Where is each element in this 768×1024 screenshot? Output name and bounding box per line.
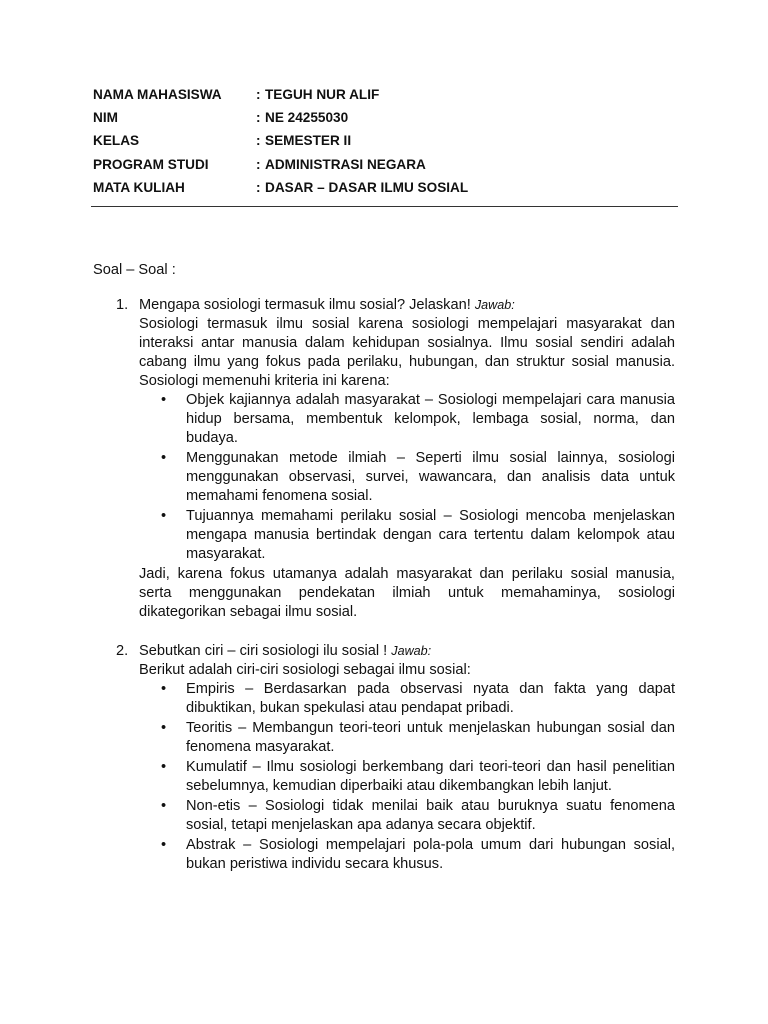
bullet-icon: •: [161, 450, 167, 466]
question-line: [0, 642, 768, 661]
list-item: [161, 758, 675, 796]
header-row-program-studi: [93, 156, 693, 179]
list-item-text: Empiris – Berdasarkan pada observasi nyata dan fakta yang dapat dibuktikan, bukan spekulasi atau pendapat pribadi.: [186, 681, 675, 716]
answer-intro: Berikut adalah ciri-ciri sosiologi sebagai ilmu sosial:: [139, 662, 471, 678]
header-colon: :: [256, 110, 261, 126]
list-item: [161, 836, 675, 874]
jawab-label: Jawab:: [391, 644, 432, 658]
list-item: [161, 719, 675, 757]
header-label: NIM: [93, 110, 118, 126]
list-item-text: Abstrak – Sosiologi mempelajari pola-pola umum dari hubungan sosial, bukan peristiwa individu secara khusus.: [186, 837, 675, 872]
header-label: PROGRAM STUDI: [93, 156, 209, 172]
bullet-icon: •: [161, 798, 167, 814]
question-text: Mengapa sosiologi termasuk ilmu sosial? Jelaskan!: [139, 297, 471, 313]
bullet-icon: •: [161, 681, 167, 697]
list-item: [161, 391, 675, 448]
bullet-icon: •: [161, 759, 167, 775]
question-line: [0, 296, 768, 315]
answer-conclusion: Jadi, karena fokus utamanya adalah masyarakat dan perilaku sosial manusia, serta menggunakan pendekatan ilmiah untuk memahaminya, sosiologi dikategorikan sebagai ilmu sosial.: [139, 566, 675, 620]
header-divider: [91, 206, 678, 207]
header-label: NAMA MAHASISWA: [93, 87, 222, 102]
answer-intro: Sosiologi termasuk ilmu sosial karena sosiologi mempelajari masyarakat dan interaksi antar manusia dalam kehidupan sosialnya. Ilmu sosial sendiri adalah cabang ilmu yang fokus pada perilaku, hubungan, dan struktur sosial manusia. Sosiologi memenuhi kriteria ini karena:: [139, 316, 675, 389]
header-colon: :: [256, 179, 261, 195]
question-text: Sebutkan ciri – ciri sosiologi ilu sosial !: [139, 643, 388, 659]
bullet-icon: •: [161, 392, 167, 408]
answer-bullet-list: [0, 680, 768, 874]
header-value: ADMINISTRASI NEGARA: [265, 156, 426, 172]
question-2: [0, 642, 768, 875]
list-item-text: Tujuannya memahami perilaku sosial – Sosiologi mencoba menjelaskan mengapa manusia bertindak dengan cara tertentu dalam kelompok atau masyarakat.: [186, 508, 675, 562]
question-1: [0, 296, 768, 622]
bullet-icon: •: [161, 508, 167, 524]
header-value: SEMESTER II: [265, 133, 352, 149]
question-number: 2.: [116, 643, 129, 659]
answer-bullet-list: [0, 391, 768, 564]
header-label: MATA KULIAH: [93, 179, 185, 195]
header-colon: :: [256, 133, 261, 149]
header-row-mata-kuliah: [93, 179, 693, 202]
section-title: Soal – Soal :: [93, 262, 176, 278]
header-value: NE 24255030: [265, 110, 349, 126]
list-item-text: Kumulatif – Ilmu sosiologi berkembang dari teori-teori dan hasil penelitian sebelumnya, kemudian diperbaiki atau dikembangkan lebih lanjut.: [186, 759, 675, 794]
header-colon: :: [256, 87, 261, 102]
list-item-text: Objek kajiannya adalah masyarakat – Sosiologi mempelajari cara manusia hidup bersama, membentuk kelompok, lembaga sosial, norma, dan budaya.: [186, 392, 675, 446]
bullet-icon: •: [161, 720, 167, 736]
header-colon: :: [256, 156, 261, 172]
list-item: [161, 507, 675, 564]
bullet-icon: •: [161, 837, 167, 853]
student-info-header: [93, 86, 693, 202]
list-item: [161, 680, 675, 718]
jawab-label: Jawab:: [474, 298, 515, 312]
header-row-nim: [93, 109, 693, 132]
question-number: 1.: [116, 297, 129, 313]
list-item-text: Non-etis – Sosiologi tidak menilai baik atau buruknya suatu fenomena sosial, tetapi menjelaskan apa adanya secara objektif.: [186, 798, 675, 833]
list-item-text: Menggunakan metode ilmiah – Seperti ilmu sosial lainnya, sosiologi menggunakan observasi, survei, wawancara, dan analisis data untuk memahami fenomena sosial.: [186, 450, 675, 504]
list-item: [161, 449, 675, 506]
header-row-kelas: [93, 132, 693, 155]
list-item-text: Teoritis – Membangun teori-teori untuk menjelaskan hubungan sosial dan fenomena masyarakat.: [186, 720, 675, 755]
header-value: TEGUH NUR ALIF: [265, 87, 380, 102]
header-value: DASAR – DASAR ILMU SOSIAL: [265, 179, 469, 195]
header-label: KELAS: [93, 133, 140, 149]
list-item: [161, 797, 675, 835]
header-row-nama: [93, 86, 693, 109]
